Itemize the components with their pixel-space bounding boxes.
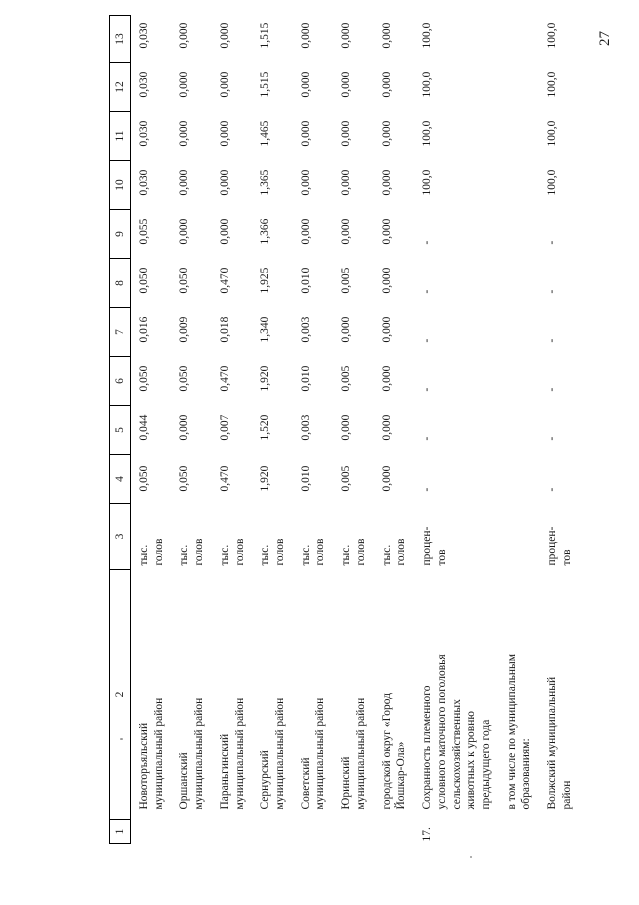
value-cell: 0,030 [138, 120, 150, 147]
unit-cell [333, 504, 373, 570]
value-cell [499, 161, 539, 210]
value-cell [499, 16, 539, 63]
unit-line: голов [395, 538, 408, 566]
value-cell: - [421, 338, 434, 343]
unit-cell [499, 504, 539, 570]
value-cell: 100,0 [546, 71, 559, 98]
value-cell: - [546, 487, 559, 492]
scan-speck [470, 856, 472, 858]
unit-cell [414, 504, 499, 570]
value-cell: 0,000 [299, 22, 312, 49]
indicator-name-line: муниципальный район [233, 697, 246, 810]
table-row [539, 16, 579, 844]
unit-line: голов [274, 538, 287, 566]
value-cell [499, 308, 539, 357]
value-cell [499, 455, 539, 504]
unit-line: голов [233, 538, 246, 566]
unit-cell [131, 504, 172, 570]
value-cell: 0,000 [299, 71, 312, 98]
value-cell: 0,000 [380, 365, 393, 392]
value-cell: 0,000 [299, 218, 312, 245]
value-cell: 100,0 [546, 169, 559, 196]
value-cell: 0,010 [299, 465, 312, 492]
value-cell: 0,050 [138, 267, 150, 294]
table-row [374, 16, 414, 844]
value-cell [499, 63, 539, 112]
table-row [212, 16, 252, 844]
row-number [212, 820, 252, 844]
value-cell: 0,050 [178, 365, 191, 392]
value-cell: - [421, 436, 434, 441]
unit-cell [539, 504, 579, 570]
value-cell: 0,003 [299, 316, 312, 343]
indicator-name-line: муниципальный район [274, 697, 287, 810]
col-header: 5 [110, 406, 131, 455]
indicator-name-line: Сернурский [259, 750, 272, 810]
unit-line: процен- [546, 526, 559, 566]
value-cell: 0,050 [138, 365, 150, 392]
indicator-name-line: муниципальный район [152, 697, 165, 810]
indicator-name-cell [171, 570, 211, 820]
value-cell: - [546, 240, 559, 245]
value-cell: 100,0 [421, 22, 434, 49]
value-cell: 0,018 [218, 316, 231, 343]
value-cell: 0,000 [380, 465, 393, 492]
value-cell: 0,000 [218, 71, 231, 98]
value-cell: 1,365 [259, 169, 272, 196]
value-cell: 0,470 [218, 465, 231, 492]
row-number [374, 820, 414, 844]
indicator-name-line: Волжский муниципальный [546, 676, 559, 810]
unit-line: голов [193, 538, 206, 566]
indicator-name-cell [499, 570, 539, 820]
value-cell: 0,000 [340, 316, 353, 343]
col-header: 8 [110, 259, 131, 308]
value-cell: 0,050 [138, 465, 150, 492]
value-cell: 1,340 [259, 316, 272, 343]
value-cell: 1,515 [259, 22, 272, 49]
row-number [131, 820, 172, 844]
value-cell: - [546, 338, 559, 343]
value-cell: - [421, 289, 434, 294]
data-table [109, 15, 580, 844]
scan-speck [120, 738, 123, 740]
value-cell [499, 357, 539, 406]
unit-line: тыс. [380, 544, 393, 566]
table-row [499, 16, 539, 844]
unit-cell [212, 504, 252, 570]
value-cell: 100,0 [421, 71, 434, 98]
unit-line: тыс. [138, 544, 150, 566]
indicator-name-line: условного маточного поголовья [435, 654, 448, 810]
indicator-name-line: сельскохозяйственных [450, 699, 463, 810]
unit-line: тыс. [259, 544, 272, 566]
value-cell: 0,016 [138, 316, 150, 343]
unit-line: тыс. [218, 544, 231, 566]
value-cell: 0,000 [218, 218, 231, 245]
unit-line: голов [354, 538, 367, 566]
value-cell: - [546, 289, 559, 294]
col-header: 13 [110, 16, 131, 63]
value-cell: 0,000 [178, 22, 191, 49]
col-header: 11 [110, 112, 131, 161]
col-header: 10 [110, 161, 131, 210]
unit-line: процен- [421, 526, 434, 566]
unit-line: тов [560, 549, 573, 566]
value-cell [499, 406, 539, 455]
value-cell: 0,044 [138, 414, 150, 441]
unit-cell [252, 504, 292, 570]
value-cell: 1,920 [259, 465, 272, 492]
row-number [252, 820, 292, 844]
indicator-name-cell [539, 570, 579, 820]
value-cell: 0,000 [380, 71, 393, 98]
value-cell: - [421, 487, 434, 492]
value-cell: 0,005 [340, 267, 353, 294]
value-cell: - [546, 436, 559, 441]
col-header: 6 [110, 357, 131, 406]
value-cell [499, 210, 539, 259]
value-cell: 0,470 [218, 267, 231, 294]
value-cell: 0,000 [218, 169, 231, 196]
value-cell: 0,000 [340, 218, 353, 245]
indicator-name-cell [131, 570, 172, 820]
indicator-name-line: муниципальный район [314, 697, 327, 810]
indicator-name-line: образованиям: [520, 738, 533, 810]
indicator-name-line: Параньгинский [218, 733, 231, 810]
col-header: 1 [110, 820, 131, 844]
col-header: 12 [110, 63, 131, 112]
value-cell: 100,0 [546, 22, 559, 49]
col-header: 4 [110, 455, 131, 504]
value-cell [499, 259, 539, 308]
value-cell: 0,000 [380, 414, 393, 441]
value-cell: 0,010 [299, 365, 312, 392]
indicator-name-line: Оршанский [178, 752, 191, 810]
value-cell: 1,925 [259, 267, 272, 294]
row-number [333, 820, 373, 844]
col-header: 7 [110, 308, 131, 357]
value-cell: 0,000 [340, 169, 353, 196]
row-number: 17. [421, 827, 434, 842]
indicator-name-cell [333, 570, 373, 820]
value-cell: 0,000 [218, 22, 231, 49]
value-cell: 1,920 [259, 365, 272, 392]
col-header: 3 [110, 504, 131, 570]
col-header: 2 [110, 570, 131, 820]
value-cell: 0,000 [340, 71, 353, 98]
value-cell: - [546, 387, 559, 392]
value-cell: 0,005 [340, 465, 353, 492]
table-header [110, 16, 131, 844]
indicator-name-line: Юринский [340, 756, 353, 810]
unit-line: тов [435, 549, 448, 566]
unit-cell [374, 504, 414, 570]
value-cell: 0,055 [138, 218, 150, 245]
value-cell: 0,005 [340, 365, 353, 392]
indicator-name-line: животных к уровню [465, 711, 478, 810]
value-cell: 0,050 [178, 465, 191, 492]
unit-line: голов [152, 538, 165, 566]
indicator-name-line: Советский [299, 757, 312, 810]
indicator-name-line: городской округ «Город [380, 692, 393, 810]
value-cell: - [421, 387, 434, 392]
value-cell: 0,000 [218, 120, 231, 147]
table-row [171, 16, 211, 844]
value-cell: 0,000 [178, 71, 191, 98]
value-cell: 0,000 [380, 169, 393, 196]
value-cell: 0,470 [218, 365, 231, 392]
value-cell: 1,465 [259, 120, 272, 147]
row-number [293, 820, 333, 844]
value-cell: 1,366 [259, 218, 272, 245]
value-cell: 0,000 [380, 267, 393, 294]
indicator-name-line: в том числе по муниципальным [505, 653, 518, 810]
indicator-name-line: Сохранность племенного [421, 685, 434, 810]
value-cell: 100,0 [421, 169, 434, 196]
table-row [252, 16, 292, 844]
indicator-name-cell [252, 570, 292, 820]
unit-cell [171, 504, 211, 570]
unit-line: голов [314, 538, 327, 566]
value-cell: 0,000 [178, 414, 191, 441]
value-cell: 0,003 [299, 414, 312, 441]
indicator-name-line: муниципальный район [354, 697, 367, 810]
value-cell: 0,009 [178, 316, 191, 343]
value-cell: 0,000 [340, 22, 353, 49]
unit-line: тыс. [178, 544, 191, 566]
table-row [293, 16, 333, 844]
value-cell: 0,000 [178, 218, 191, 245]
value-cell: 0,000 [380, 218, 393, 245]
unit-line: тыс. [299, 544, 312, 566]
value-cell: 0,030 [138, 22, 150, 49]
indicator-name-line: предыдущего года [479, 719, 492, 810]
value-cell: 0,000 [380, 22, 393, 49]
value-cell: 0,050 [178, 267, 191, 294]
row-number [499, 820, 539, 844]
value-cell: 1,520 [259, 414, 272, 441]
row-number [171, 820, 211, 844]
table-body [131, 16, 580, 844]
table-row [131, 16, 172, 844]
value-cell: 0,000 [299, 120, 312, 147]
indicator-name-cell [212, 570, 252, 820]
value-cell: 0,030 [138, 169, 150, 196]
indicator-name-line: Новоторъяльский [138, 722, 150, 810]
indicator-name-line: Йошкар-Ола» [395, 741, 408, 810]
table-row [414, 16, 499, 844]
value-cell: 0,030 [138, 71, 150, 98]
value-cell: 0,000 [380, 316, 393, 343]
indicator-name-cell [414, 570, 499, 820]
value-cell: - [421, 240, 434, 245]
unit-cell [293, 504, 333, 570]
value-cell: 0,000 [299, 169, 312, 196]
unit-line: тыс. [340, 544, 353, 566]
value-cell: 1,515 [259, 71, 272, 98]
value-cell: 0,000 [340, 414, 353, 441]
value-cell: 0,000 [178, 169, 191, 196]
value-cell [499, 112, 539, 161]
page-number: 27 [597, 31, 613, 46]
table-row [333, 16, 373, 844]
value-cell: 0,000 [178, 120, 191, 147]
value-cell: 0,010 [299, 267, 312, 294]
indicator-name-line: район [560, 780, 573, 810]
value-cell: 100,0 [546, 120, 559, 147]
value-cell: 0,000 [340, 120, 353, 147]
value-cell: 0,000 [380, 120, 393, 147]
indicator-name-line: муниципальный район [193, 697, 206, 810]
row-number [539, 820, 579, 844]
value-cell: 0,007 [218, 414, 231, 441]
value-cell: 100,0 [421, 120, 434, 147]
indicator-name-cell [293, 570, 333, 820]
indicator-name-cell [374, 570, 414, 820]
rotated-table-container [109, 16, 639, 844]
col-header: 9 [110, 210, 131, 259]
